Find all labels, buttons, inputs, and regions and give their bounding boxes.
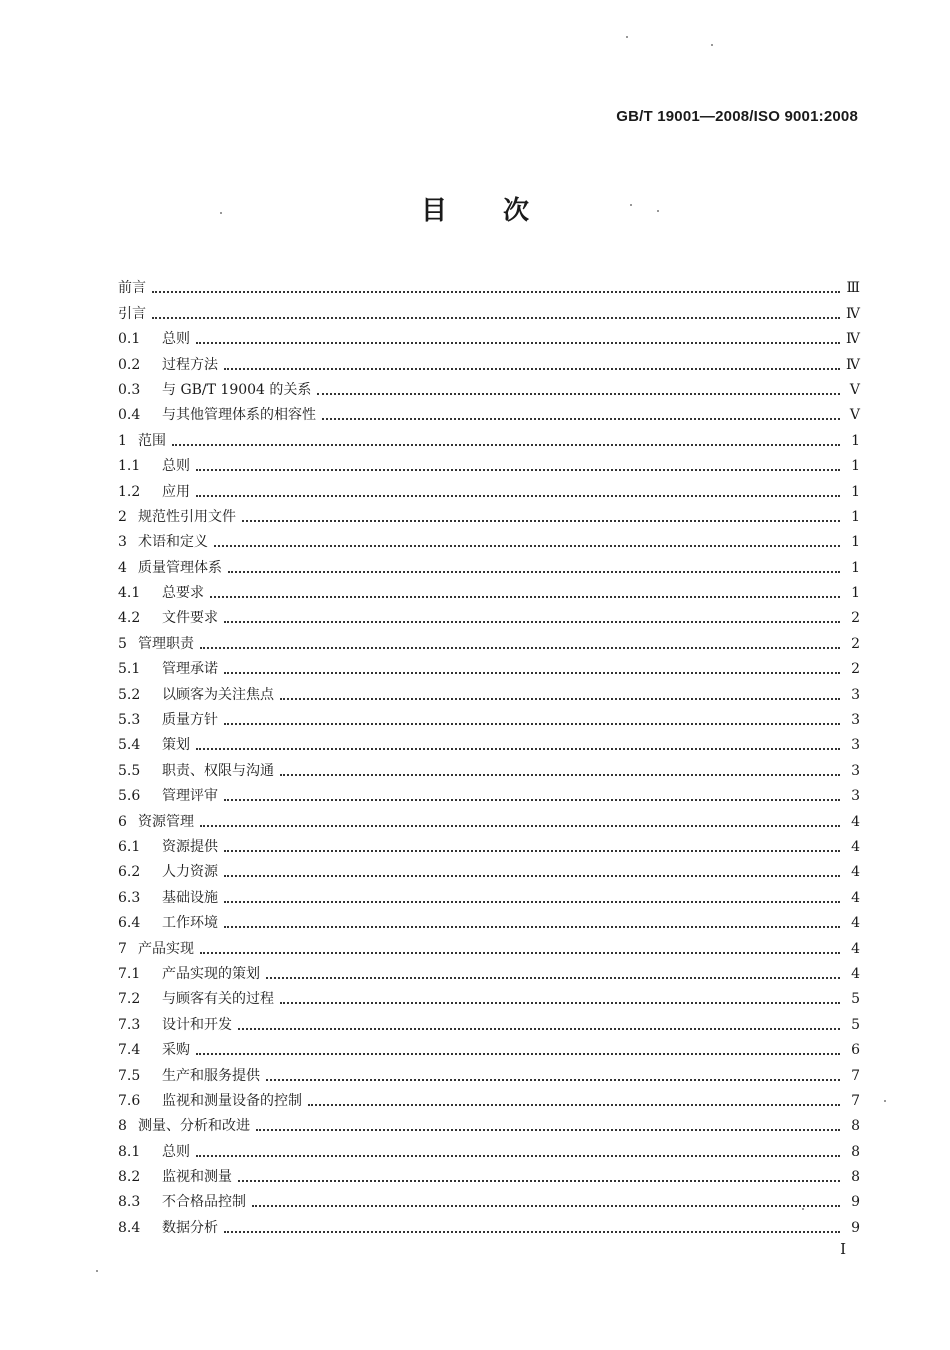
toc-entry[interactable] <box>118 577 860 602</box>
toc-leader-dots <box>196 1053 840 1055</box>
toc-entry-label: 基础设施 <box>162 889 218 906</box>
toc-leader-dots <box>224 875 840 877</box>
toc-entry[interactable] <box>118 958 860 983</box>
toc-leader-dots <box>322 418 840 420</box>
toc-entry[interactable] <box>118 704 860 729</box>
toc-entry-number: 8.2 <box>118 1169 141 1186</box>
toc-entry-label: 不合格品控制 <box>162 1194 246 1211</box>
toc-entry-page: 3 <box>851 737 860 754</box>
toc-entry-page: 1 <box>851 534 860 551</box>
toc-entry-number: 1 <box>118 432 127 449</box>
toc-entry-label: 职责、权限与沟通 <box>162 762 274 779</box>
toc-leader-dots <box>252 1205 840 1207</box>
toc-entry[interactable] <box>118 374 860 399</box>
toc-entry-number: 8.4 <box>118 1219 141 1236</box>
toc-entry-page: 4 <box>851 889 860 906</box>
toc-entry-number: 5.2 <box>118 686 141 703</box>
toc-entry-number: 0.1 <box>118 331 141 348</box>
toc-entry-page: 5 <box>851 991 860 1008</box>
toc-entry-page: Ⅲ <box>846 280 860 297</box>
toc-entry[interactable] <box>118 856 860 881</box>
toc-entry-number: 5.3 <box>118 712 141 729</box>
toc-entry-number: 6 <box>118 813 127 830</box>
toc-entry[interactable] <box>118 627 860 652</box>
toc-entry-page: Ⅳ <box>846 331 860 348</box>
toc-leader-dots <box>224 799 840 801</box>
toc-entry[interactable] <box>118 602 860 627</box>
toc-entry-number: 7.3 <box>118 1016 141 1033</box>
toc-leader-dots <box>224 368 840 370</box>
toc-entry[interactable] <box>118 475 860 500</box>
toc-leader-dots <box>224 1231 840 1233</box>
toc-leader-dots <box>280 774 840 776</box>
toc-title: 目次 <box>420 196 585 226</box>
toc-leader-dots <box>224 926 840 928</box>
toc-entry-label: 设计和开发 <box>162 1016 232 1033</box>
scan-speck <box>630 204 632 206</box>
toc-entry-label: 前言 <box>118 280 146 297</box>
toc-entry-page: Ⅳ <box>846 356 860 373</box>
toc-entry-label: 质量管理体系 <box>138 559 222 576</box>
toc-entry-page: 6 <box>851 1042 860 1059</box>
toc-entry-label: 产品实现的策划 <box>162 965 260 982</box>
document-code: GB/T 19001—2008/ISO 9001:2008 <box>616 108 858 125</box>
toc-entry-label: 生产和服务提供 <box>162 1067 260 1084</box>
table-of-contents <box>118 272 860 1237</box>
toc-entry[interactable] <box>118 729 860 754</box>
toc-leader-dots <box>224 901 840 903</box>
toc-entry-page: 9 <box>851 1194 860 1211</box>
toc-leader-dots <box>224 850 840 852</box>
toc-entry-page: 7 <box>851 1092 860 1109</box>
toc-leader-dots <box>152 291 840 293</box>
toc-entry-page: 8 <box>851 1143 860 1160</box>
toc-entry-label: 总则 <box>162 458 190 475</box>
toc-entry-page: 5 <box>851 1016 860 1033</box>
toc-entry[interactable] <box>118 907 860 932</box>
toc-entry-label: 策划 <box>162 737 190 754</box>
toc-leader-dots <box>152 317 840 319</box>
toc-entry-label: 质量方针 <box>162 712 218 729</box>
toc-entry-number: 5.5 <box>118 762 141 779</box>
toc-entry[interactable] <box>118 1161 860 1186</box>
toc-entry-number: 0.3 <box>118 381 141 398</box>
scan-speck <box>657 210 659 212</box>
toc-entry-label: 监视和测量 <box>162 1169 232 1186</box>
toc-entry-page: 8 <box>851 1169 860 1186</box>
toc-entry-number: 6.2 <box>118 864 141 881</box>
scan-speck <box>96 1270 98 1272</box>
toc-entry-number: 5.1 <box>118 661 141 678</box>
toc-entry-label: 规范性引用文件 <box>138 508 236 525</box>
toc-leader-dots <box>280 698 840 700</box>
toc-entry-label: 监视和测量设备的控制 <box>162 1092 302 1109</box>
toc-entry-page: 8 <box>851 1118 860 1135</box>
toc-leader-dots <box>214 545 840 547</box>
toc-entry[interactable] <box>118 551 860 576</box>
toc-entry-number: 4.1 <box>118 585 141 602</box>
toc-leader-dots <box>196 1155 840 1157</box>
toc-entry[interactable] <box>118 1110 860 1135</box>
toc-entry-page: 3 <box>851 762 860 779</box>
toc-entry-number: 5.4 <box>118 737 141 754</box>
toc-entry-number: 5.6 <box>118 788 141 805</box>
toc-entry[interactable] <box>118 678 860 703</box>
toc-leader-dots <box>210 596 840 598</box>
toc-entry[interactable] <box>118 805 860 830</box>
toc-entry-number: 8 <box>118 1118 127 1135</box>
toc-entry-number: 0.2 <box>118 356 141 373</box>
toc-entry-label: 资源提供 <box>162 838 218 855</box>
toc-leader-dots <box>266 977 840 979</box>
toc-entry-label: 管理承诺 <box>162 661 218 678</box>
toc-leader-dots <box>200 647 840 649</box>
toc-entry-label: 术语和定义 <box>138 534 208 551</box>
toc-entry-page: 1 <box>851 458 860 475</box>
toc-entry-number: 4 <box>118 559 127 576</box>
toc-entry-number: 8.3 <box>118 1194 141 1211</box>
toc-entry-page: 1 <box>851 508 860 525</box>
toc-entry[interactable] <box>118 348 860 373</box>
toc-entry-number: 2 <box>118 508 127 525</box>
toc-entry-page: 9 <box>851 1219 860 1236</box>
toc-entry[interactable] <box>118 881 860 906</box>
toc-entry-page: 4 <box>851 940 860 957</box>
toc-leader-dots <box>196 495 840 497</box>
toc-entry-page: 4 <box>851 965 860 982</box>
toc-entry-page: 1 <box>851 483 860 500</box>
toc-entry-page: Ⅴ <box>849 407 860 424</box>
toc-entry-number: 3 <box>118 534 127 551</box>
toc-entry-label: 文件要求 <box>162 610 218 627</box>
toc-entry-page: 1 <box>851 432 860 449</box>
toc-entry-number: 6.3 <box>118 889 141 906</box>
toc-entry-number: 7.4 <box>118 1042 141 1059</box>
toc-entry-page: 3 <box>851 712 860 729</box>
toc-leader-dots <box>196 342 840 344</box>
toc-entry[interactable] <box>118 297 860 322</box>
toc-entry[interactable] <box>118 501 860 526</box>
toc-entry-page: 1 <box>851 559 860 576</box>
toc-entry-page: Ⅳ <box>846 305 860 322</box>
toc-entry-label: 总则 <box>162 1143 190 1160</box>
toc-entry-page: 2 <box>851 635 860 652</box>
toc-entry[interactable] <box>118 1211 860 1236</box>
toc-entry-number: 7.5 <box>118 1067 141 1084</box>
toc-entry[interactable] <box>118 932 860 957</box>
scan-speck <box>626 36 628 38</box>
toc-entry-label: 资源管理 <box>138 813 194 830</box>
toc-leader-dots <box>308 1104 840 1106</box>
toc-entry-number: 7.6 <box>118 1092 141 1109</box>
toc-entry[interactable] <box>118 1186 860 1211</box>
toc-entry-number: 4.2 <box>118 610 141 627</box>
toc-leader-dots <box>280 1002 840 1004</box>
toc-entry-page: 1 <box>851 585 860 602</box>
toc-entry-page: Ⅴ <box>849 381 860 398</box>
toc-entry-number: 6.1 <box>118 838 141 855</box>
toc-entry-label: 总则 <box>162 331 190 348</box>
toc-entry[interactable] <box>118 653 860 678</box>
toc-entry-number: 8.1 <box>118 1143 141 1160</box>
toc-entry[interactable] <box>118 272 860 297</box>
toc-entry-number: 1.1 <box>118 458 141 475</box>
toc-entry-page: 2 <box>851 661 860 678</box>
toc-entry-number: 0.4 <box>118 407 141 424</box>
toc-entry[interactable] <box>118 399 860 424</box>
toc-entry-label: 采购 <box>162 1042 190 1059</box>
toc-entry-label: 范围 <box>138 432 166 449</box>
toc-leader-dots <box>196 748 840 750</box>
toc-leader-dots <box>317 393 840 395</box>
toc-leader-dots <box>256 1129 840 1131</box>
toc-entry-label: 测量、分析和改进 <box>138 1118 250 1135</box>
toc-entry-number: 7 <box>118 940 127 957</box>
toc-entry[interactable] <box>118 1059 860 1084</box>
page-number: I <box>840 1240 846 1258</box>
toc-entry-page: 7 <box>851 1067 860 1084</box>
toc-leader-dots <box>224 621 840 623</box>
toc-entry-page: 2 <box>851 610 860 627</box>
toc-entry-label: 产品实现 <box>138 940 194 957</box>
toc-entry[interactable] <box>118 983 860 1008</box>
toc-entry[interactable] <box>118 754 860 779</box>
toc-entry-label: 应用 <box>162 483 190 500</box>
toc-entry-label: 总要求 <box>162 585 204 602</box>
toc-entry-page: 4 <box>851 813 860 830</box>
toc-entry[interactable] <box>118 1085 860 1110</box>
toc-entry[interactable] <box>118 780 860 805</box>
scan-speck <box>711 44 713 46</box>
toc-leader-dots <box>196 469 840 471</box>
toc-leader-dots <box>238 1028 840 1030</box>
toc-leader-dots <box>224 723 840 725</box>
toc-entry-label: 管理职责 <box>138 635 194 652</box>
toc-entry[interactable] <box>118 1008 860 1033</box>
toc-leader-dots <box>242 520 840 522</box>
toc-leader-dots <box>200 825 840 827</box>
toc-entry-label: 过程方法 <box>162 356 218 373</box>
toc-entry[interactable] <box>118 831 860 856</box>
toc-entry-page: 4 <box>851 838 860 855</box>
toc-leader-dots <box>224 672 840 674</box>
toc-entry[interactable] <box>118 450 860 475</box>
toc-entry-number: 1.2 <box>118 483 141 500</box>
toc-entry-label: 数据分析 <box>162 1219 218 1236</box>
toc-entry-label: 与其他管理体系的相容性 <box>162 407 316 424</box>
toc-entry-number: 5 <box>118 635 127 652</box>
toc-entry-label: 以顾客为关注焦点 <box>162 686 274 703</box>
toc-entry-page: 3 <box>851 686 860 703</box>
toc-entry-page: 4 <box>851 915 860 932</box>
toc-leader-dots <box>238 1180 840 1182</box>
scan-speck <box>802 1208 804 1210</box>
toc-leader-dots <box>228 571 840 573</box>
toc-entry[interactable] <box>118 323 860 348</box>
toc-entry[interactable] <box>118 1135 860 1160</box>
toc-entry-number: 6.4 <box>118 915 141 932</box>
toc-entry-label: 管理评审 <box>162 788 218 805</box>
toc-entry[interactable] <box>118 424 860 449</box>
toc-entry[interactable] <box>118 526 860 551</box>
toc-entry-number: 7.1 <box>118 965 141 982</box>
toc-entry-page: 3 <box>851 788 860 805</box>
scan-speck <box>220 212 222 214</box>
toc-entry-label: 工作环境 <box>162 915 218 932</box>
toc-leader-dots <box>200 952 840 954</box>
toc-entry-label: 人力资源 <box>162 864 218 881</box>
toc-entry[interactable] <box>118 1034 860 1059</box>
toc-entry-label: 引言 <box>118 305 146 322</box>
toc-leader-dots <box>266 1079 840 1081</box>
toc-entry-number: 7.2 <box>118 991 141 1008</box>
toc-entry-label: 与 GB/T 19004 的关系 <box>162 381 312 398</box>
scan-speck <box>884 1100 886 1102</box>
toc-entry-page: 4 <box>851 864 860 881</box>
toc-leader-dots <box>172 444 840 446</box>
toc-entry-label: 与顾客有关的过程 <box>162 991 274 1008</box>
